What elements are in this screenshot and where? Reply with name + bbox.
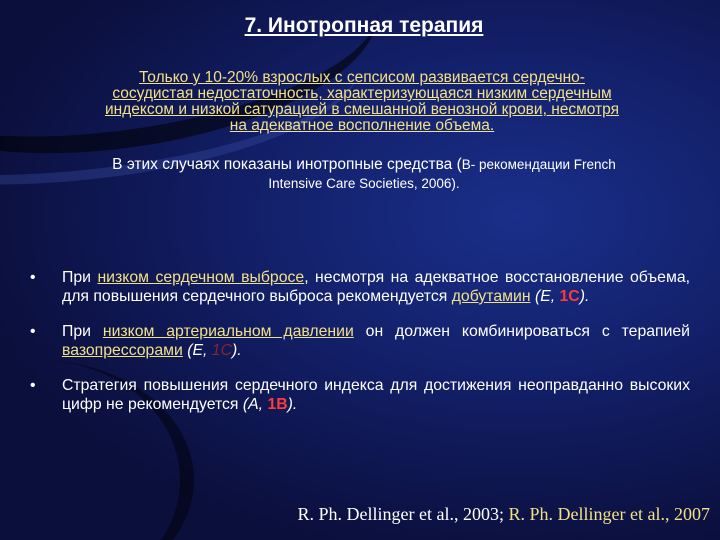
reference-separator: ;: [499, 504, 509, 524]
bullet-text: он должен комбинироваться с терапией: [353, 323, 691, 340]
intro-line: сосудистая недостаточность, характеризующаяся низким сердечным: [112, 85, 612, 102]
evidence-cite: ).: [232, 342, 242, 359]
bullet-text: При: [62, 323, 103, 340]
bullet-list: [30, 268, 690, 430]
evidence-grade: 1C: [211, 342, 232, 359]
reference-2007: R. Ph. Dellinger et al., 2007: [508, 504, 710, 524]
evidence-grade: 1C: [559, 288, 580, 305]
evidence-cite: ).: [287, 396, 298, 413]
evidence-cite: (E,: [187, 342, 212, 359]
recommendation-paragraph: [14, 155, 714, 193]
bullet-text: , несмотря на адекватное восстановление объема, для повышения сердечного выброса рекомендуется: [62, 269, 690, 305]
bullet-marker: •: [30, 269, 36, 286]
bullet-marker: •: [30, 377, 36, 394]
evidence-cite: (E,: [534, 288, 560, 305]
intro-line: Только у 10-20% взрослых с сепсисом развивается сердечно-: [139, 69, 585, 86]
recommendation-source-cont: Intensive Care Societies, 2006: [268, 176, 452, 191]
recommendation-close: ).: [451, 176, 460, 191]
evidence-cite: (A,: [242, 396, 268, 413]
highlight-text: низком сердечном выбросе: [97, 269, 305, 286]
references-footer: [298, 504, 710, 525]
evidence-cite: ).: [579, 288, 590, 305]
intro-line: на адекватное восполнение объема.: [229, 117, 495, 134]
reference-2003: R. Ph. Dellinger et al., 2003: [297, 504, 499, 524]
highlight-drug: добутамин: [451, 288, 531, 305]
highlight-drug: вазопрессорами: [62, 342, 183, 359]
bullet-text: Стратегия повышения сердечного индекса для достижения неоправданно высоких цифр не рекомендуется: [62, 377, 690, 413]
bullet-marker: •: [30, 323, 36, 340]
bullet-item: [30, 376, 690, 414]
bullet-item: [30, 322, 690, 360]
intro-paragraph: [24, 70, 700, 134]
slide-title: 7. Инотропная терапия: [244, 14, 484, 37]
evidence-grade: 1B: [267, 396, 288, 413]
recommendation-text: В этих случаях показаны инотропные средства (: [112, 156, 462, 173]
bullet-text: При: [62, 269, 98, 286]
recommendation-source: В- рекомендации French: [461, 157, 616, 172]
bullet-item: [30, 268, 690, 306]
highlight-text: низком артериальном давлении: [102, 323, 354, 340]
intro-line: индексом и низкой сатурацией в смешанной венозной крови, несмотря: [104, 101, 619, 118]
